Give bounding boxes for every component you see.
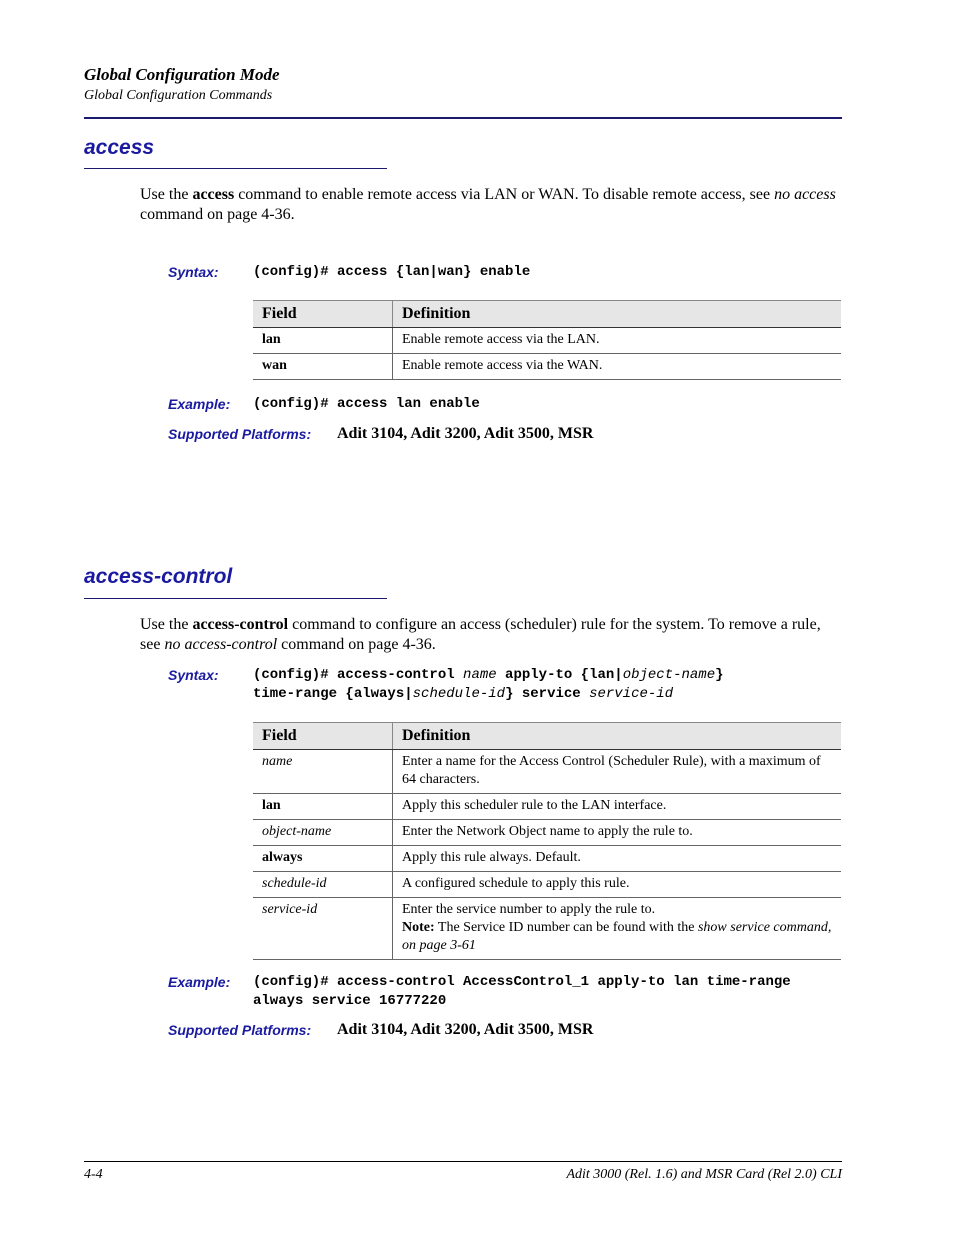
access-intro-paragraph: Use the access command to enable remote access via LAN or WAN. To disable remote access, see no access command on page 4-36. bbox=[140, 186, 836, 223]
syntax-label: Syntax: bbox=[168, 667, 219, 683]
table-header-definition: Definition bbox=[393, 301, 842, 328]
field-definition: Enter the Network Object name to apply the rule to. bbox=[393, 820, 842, 846]
table-row bbox=[253, 846, 841, 872]
table-row bbox=[253, 794, 841, 820]
table-header-field: Field bbox=[253, 301, 393, 328]
table-header-definition: Definition bbox=[393, 723, 842, 750]
field-definition: Enter a name for the Access Control (Scheduler Rule), with a maximum of 64 characters. bbox=[393, 750, 842, 794]
page-number: 4-4 bbox=[84, 1167, 103, 1182]
example-label: Example: bbox=[168, 974, 231, 990]
supported-platforms-label: Supported Platforms: bbox=[168, 1022, 312, 1038]
supported-platforms-list: Adit 3104, Adit 3200, Adit 3500, MSR bbox=[337, 425, 594, 442]
cross-reference: no access bbox=[774, 186, 836, 203]
table-row bbox=[253, 820, 841, 846]
section-rule-access-control bbox=[84, 598, 387, 599]
footer-rule bbox=[84, 1161, 842, 1162]
field-definition: Apply this scheduler rule to the LAN interface. bbox=[393, 794, 842, 820]
syntax-code-line-2: time-range {always|schedule-id} service service-id bbox=[253, 686, 674, 702]
access-control-field-table bbox=[253, 722, 841, 960]
syntax-code: (config)# access {lan|wan} enable bbox=[253, 264, 531, 280]
section-title-access-control: access-control bbox=[84, 565, 233, 588]
section-title-access: access bbox=[84, 136, 155, 159]
supported-platforms-label: Supported Platforms: bbox=[168, 426, 312, 442]
example-code-line-2: always service 16777220 bbox=[253, 993, 447, 1009]
table-row bbox=[253, 328, 841, 354]
field-name: lan bbox=[262, 798, 281, 813]
field-definition-with-note: Enter the service number to apply the rule to. Note: The Service ID number can be found with the show service command, on page 3-61 bbox=[393, 898, 842, 960]
field-name: name bbox=[262, 754, 293, 769]
running-header-title: Global Configuration Mode bbox=[84, 65, 280, 84]
field-name: wan bbox=[262, 358, 287, 373]
table-header-field: Field bbox=[253, 723, 393, 750]
field-definition: Enable remote access via the LAN. bbox=[393, 328, 842, 354]
table-row bbox=[253, 354, 841, 380]
command-name: access-control bbox=[192, 616, 289, 633]
table-row bbox=[253, 898, 841, 960]
example-code-line-1: (config)# access-control AccessControl_1 apply-to lan time-range bbox=[253, 974, 791, 990]
field-name: always bbox=[262, 850, 303, 865]
document-title: Adit 3000 (Rel. 1.6) and MSR Card (Rel 2.0) CLI bbox=[566, 1167, 842, 1182]
access-control-intro-paragraph: Use the access-control command to configure an access (scheduler) rule for the system. To remove a rule, see no access-control command on page 4-36. bbox=[140, 616, 821, 653]
access-field-table bbox=[253, 300, 841, 380]
field-name: object-name bbox=[262, 824, 332, 839]
field-name: lan bbox=[262, 332, 281, 347]
syntax-label: Syntax: bbox=[168, 264, 219, 280]
field-definition: A configured schedule to apply this rule. bbox=[393, 872, 842, 898]
command-name: access bbox=[192, 186, 235, 203]
cross-reference: no access-control bbox=[164, 636, 278, 653]
example-label: Example: bbox=[168, 396, 231, 412]
section-rule-access bbox=[84, 168, 387, 169]
field-name: service-id bbox=[262, 902, 318, 917]
note-label: Note: bbox=[402, 920, 435, 935]
table-row bbox=[253, 750, 841, 794]
syntax-code-line-1: (config)# access-control name apply-to {lan|object-name} bbox=[253, 667, 724, 683]
field-definition: Enable remote access via the WAN. bbox=[393, 354, 842, 380]
field-definition: Apply this rule always. Default. bbox=[393, 846, 842, 872]
supported-platforms-list: Adit 3104, Adit 3200, Adit 3500, MSR bbox=[337, 1021, 594, 1038]
field-name: schedule-id bbox=[262, 876, 327, 891]
header-rule bbox=[84, 117, 842, 119]
running-header-subtitle: Global Configuration Commands bbox=[84, 88, 273, 103]
table-row bbox=[253, 872, 841, 898]
note-reference: show service command, on page 3-61 bbox=[402, 920, 832, 953]
example-code: (config)# access lan enable bbox=[253, 396, 480, 412]
